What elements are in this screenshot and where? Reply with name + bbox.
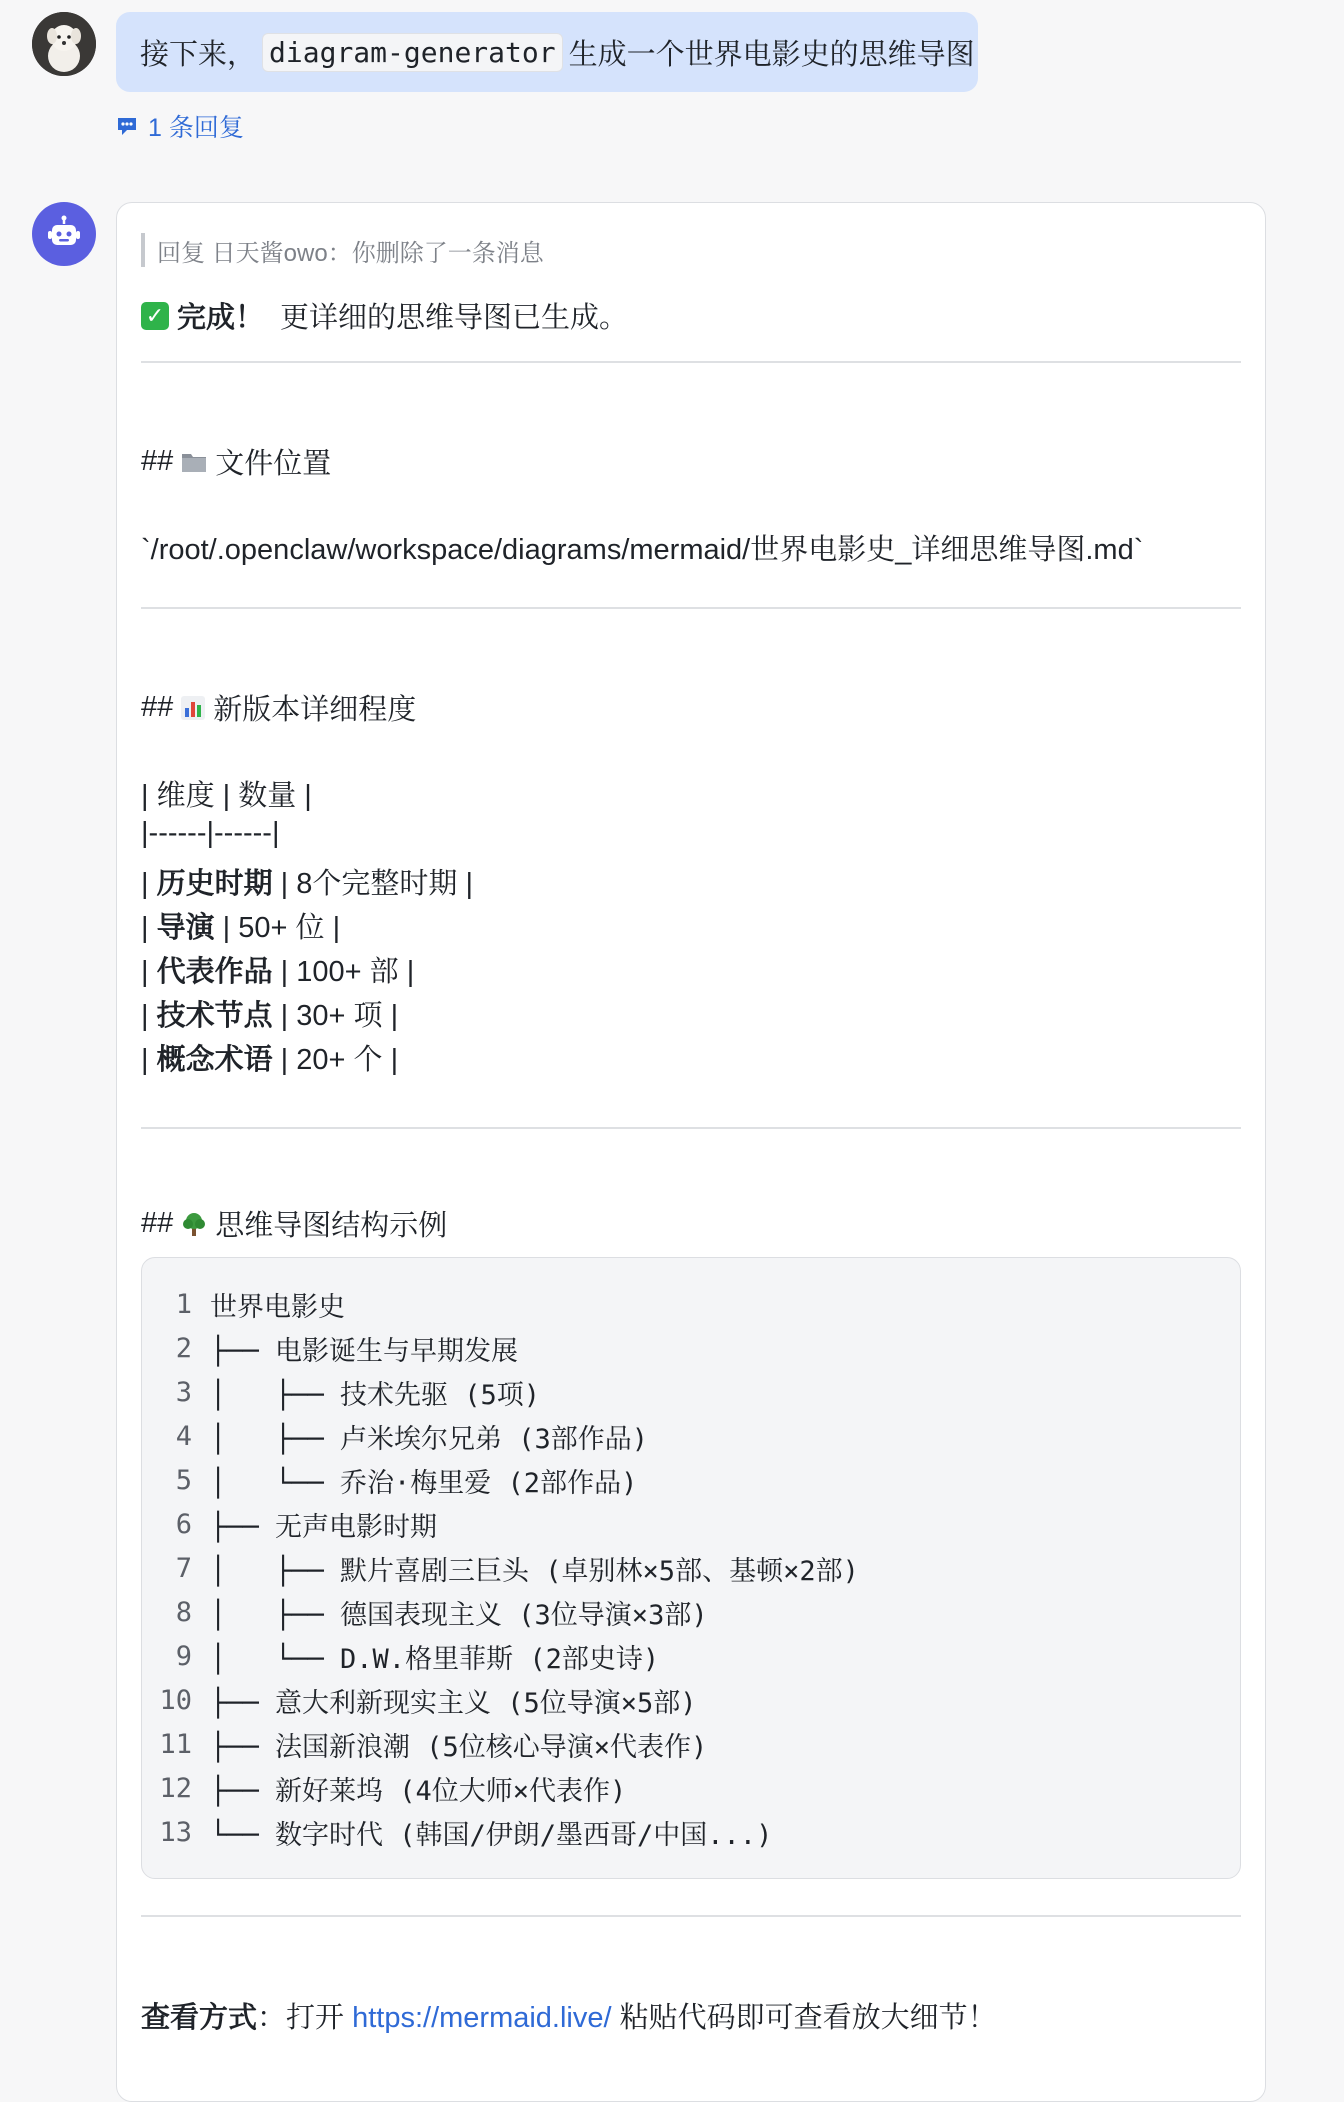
table-row-key: 导演 [156,912,215,944]
file-path: `/root/.openclaw/workspace/diagrams/mermaid/世界电影史_详细思维导图.md` [141,534,1144,566]
table-row-value: 8个完整时期 [296,868,458,900]
view-suffix: 粘贴代码即可查看放大细节！ [611,2002,997,2034]
table-row: | 代表作品 | 100+ 部 | [141,956,415,988]
line-number: 5 [175,1464,192,1496]
check-mark-icon: ✓ [141,302,169,330]
code-line [142,1282,345,1326]
user-message-bubble [116,12,978,92]
line-number: 6 [175,1508,192,1540]
code-line-text: ├── 法国新浪潮 (5位核心导演×代表作) [210,1731,708,1763]
bot-avatar[interactable] [32,202,96,266]
dog-avatar-icon [32,12,96,76]
code-line-text: │ ├── 德国表现主义 (3位导演×3部) [210,1599,708,1631]
divider [141,361,1241,363]
robot-icon [44,214,84,254]
code-line-text: │ ├── 卢米埃尔兄弟 (3部作品) [210,1423,649,1455]
code-line-text: ├── 无声电影时期 [210,1511,438,1543]
section-title: 文件位置 [215,448,332,480]
table-header-line: | 维度 | 数量 | [141,780,312,812]
table-row-value: 50+ 位 [238,912,325,944]
code-line-text: ├── 电影诞生与早期发展 [210,1335,519,1367]
code-line-text: │ └── D.W.格里菲斯 (2部史诗) [210,1643,660,1675]
comment-icon [116,115,138,137]
line-number: 8 [175,1596,192,1628]
code-line-text: ├── 新好莱坞 (4位大师×代表作) [210,1775,627,1807]
line-number: 7 [175,1552,192,1584]
table-row-key: 历史时期 [156,868,273,900]
line-number: 13 [159,1816,192,1848]
reply-count-label[interactable]: 1 条回复 [148,114,244,142]
code-line [142,1810,772,1854]
line-number: 12 [159,1772,192,1804]
code-line [142,1414,648,1458]
code-block[interactable] [141,1257,1241,1879]
code-line [142,1722,707,1766]
bot-message-card [116,202,1266,2102]
table-row-key: 代表作品 [156,956,273,988]
table-row: | 概念术语 | 20+ 个 | [141,1044,399,1076]
table-row: | 历史时期 | 8个完整时期 | [141,868,473,900]
code-line [142,1502,437,1546]
table-separator-line: |------|------| [141,817,280,849]
line-number: 10 [159,1684,192,1716]
line-number: 2 [175,1332,192,1364]
code-line [142,1678,697,1722]
view-label: 查看方式 [141,2002,258,2034]
view-mid: ：打开 [257,2002,353,2034]
code-line-text: ├── 意大利新现实主义 (5位导演×5部) [210,1687,697,1719]
table-row: | 导演 | 50+ 位 | [141,912,341,944]
code-line [142,1590,708,1634]
view-instructions [141,1995,997,2036]
divider [141,607,1241,609]
code-line [142,1370,540,1414]
user-avatar[interactable] [32,12,96,76]
table-row: | 技术节点 | 30+ 项 | [141,1000,399,1032]
reply-quote: 回复 日天酱owo：你删除了一条消息 [141,233,544,267]
code-line-text: │ └── 乔治·梅里爱 (2部作品) [210,1467,638,1499]
line-number: 4 [175,1420,192,1452]
code-line [142,1766,626,1810]
section-heading-file-location [141,441,331,482]
code-line [142,1326,518,1370]
table-row-key: 技术节点 [156,1000,273,1032]
bar-chart-icon [181,696,205,720]
code-line-text: 世界电影史 [210,1291,345,1323]
table-row-value: 100+ 部 [296,956,399,988]
section-heading-structure-example [141,1203,447,1244]
code-line [142,1634,659,1678]
user-message-code: diagram-generator [262,33,563,72]
divider [141,1915,1241,1917]
heading-hash: ## [141,1207,174,1239]
table-row-key: 概念术语 [156,1044,273,1076]
code-line-text: └── 数字时代 (韩国/伊朗/墨西哥/中国...) [210,1819,773,1851]
section-heading-detail-level [141,687,416,728]
divider [141,1127,1241,1129]
heading-hash: ## [141,691,174,723]
reply-count-link[interactable] [116,108,244,144]
tree-icon [181,1211,207,1237]
user-message-suffix: 生成一个世界电影史的思维导图 [568,38,975,71]
heading-hash: ## [141,445,174,477]
done-label: 完成！ [177,302,265,334]
code-line [142,1458,637,1502]
code-line [142,1546,859,1590]
code-line-text: │ ├── 技术先驱 (5项) [210,1379,541,1411]
user-message-prefix: 接下来， [140,38,257,71]
done-line [141,295,628,336]
table-row-value: 20+ 个 [296,1044,383,1076]
section-title: 思维导图结构示例 [215,1210,448,1242]
done-text: 更详细的思维导图已生成。 [280,302,629,334]
line-number: 9 [175,1640,192,1672]
line-number: 11 [159,1728,192,1760]
section-title: 新版本详细程度 [213,694,417,726]
table-row-value: 30+ 项 [296,1000,383,1032]
code-line-text: │ ├── 默片喜剧三巨头 (卓别林×5部、基顿×2部) [210,1555,859,1587]
mermaid-live-link[interactable]: https://mermaid.live/ [352,2002,612,2034]
line-number: 1 [175,1288,192,1320]
folder-icon [181,451,207,473]
line-number: 3 [175,1376,192,1408]
